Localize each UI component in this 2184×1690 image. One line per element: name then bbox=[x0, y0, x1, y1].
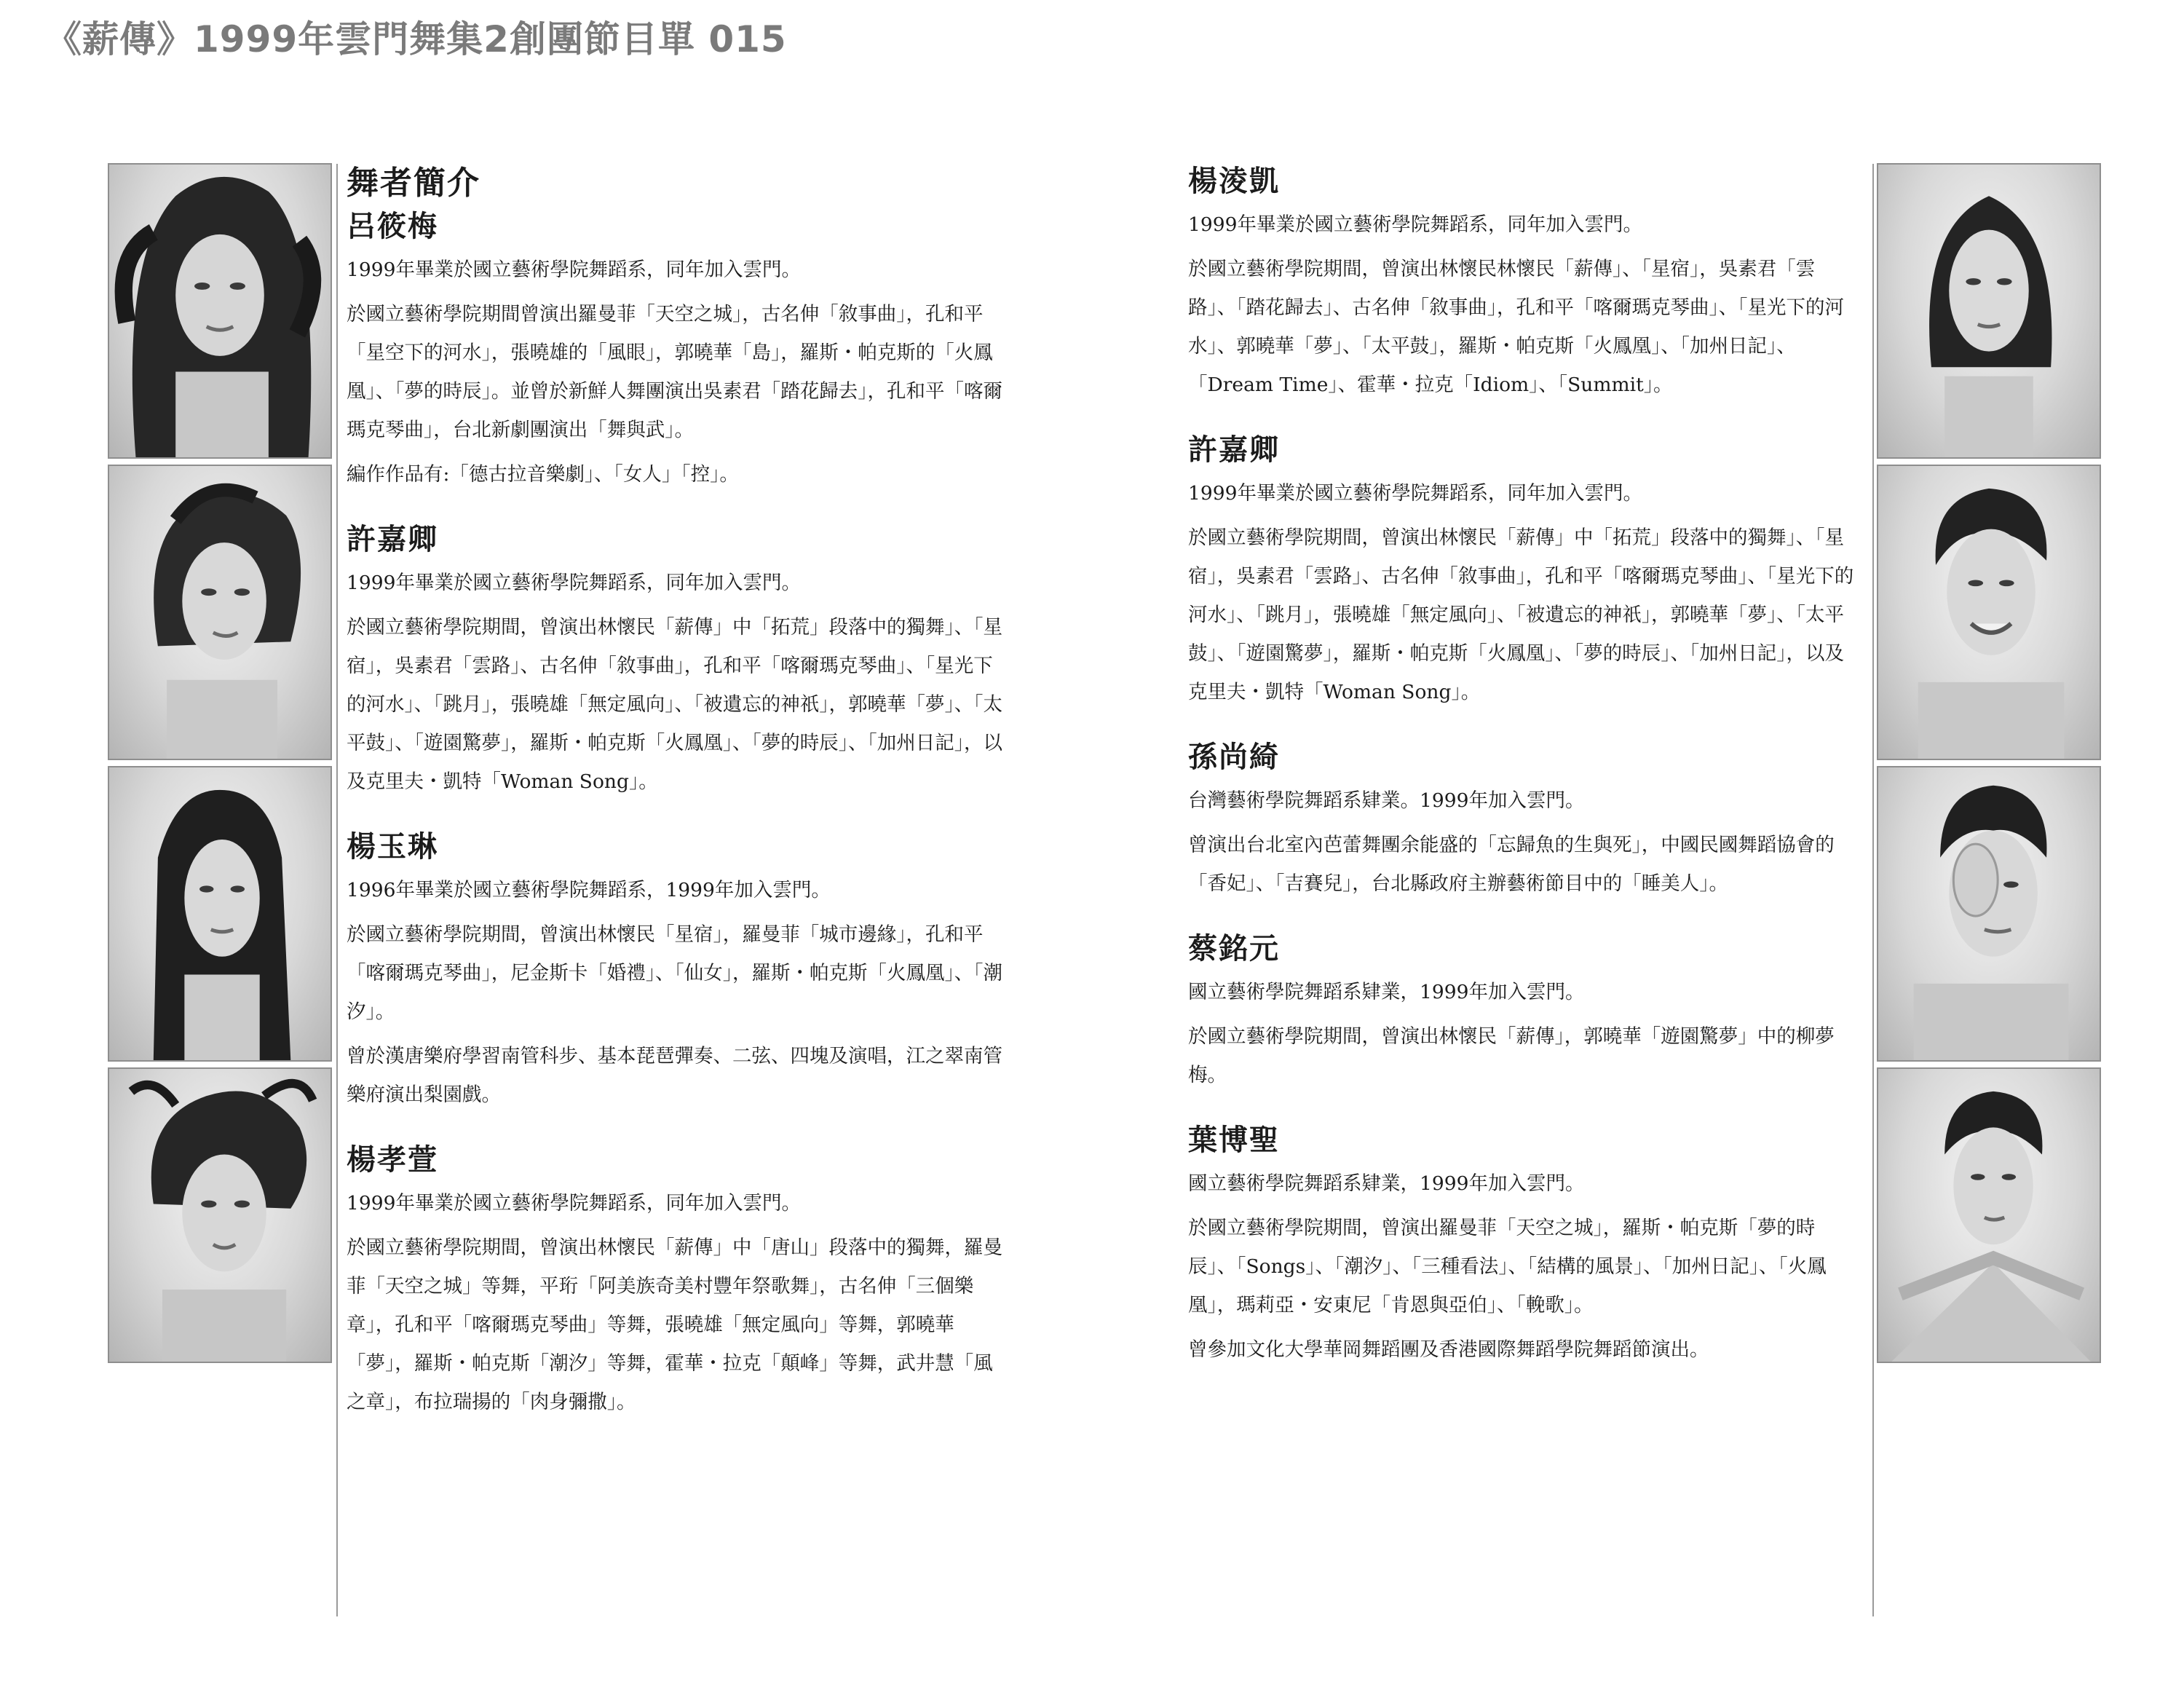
dancer-entry bbox=[1188, 738, 1861, 903]
dancer-bio-paragraph: 1999年畢業於國立藝術學院舞蹈系，同年加入雲門。 bbox=[347, 572, 801, 594]
dancer-name: 蔡銘元 bbox=[1188, 931, 1280, 966]
dancer-bio-paragraph: 曾演出台北室內芭蕾舞團余能盛的「忘歸魚的生與死」，中國民國舞蹈協會的「香妃」、「吉賽兒」，台北縣政府主辦藝術節目中的「睡美人」。 bbox=[1188, 834, 1835, 895]
dancer-portrait-photo bbox=[108, 465, 332, 760]
dancer-portrait-photo bbox=[108, 163, 332, 459]
dancer-entry bbox=[347, 207, 1010, 494]
dancer-bio-paragraph: 於國立藝術學院期間，曾演出林懷民林懷民「薪傳」、「星宿」，吳素君「雲路」、「踏花歸去」、古名伸「敘事曲」，孔和平「喀爾瑪克琴曲」、「星光下的河水」、郭曉華「夢」、「太平鼓」，羅斯・帕克斯「火鳳凰」、「加州日記」、「Dream Time」、霍華・拉克「Idiom」、「Summit」。 bbox=[1188, 258, 1844, 396]
dancer-name: 許嘉卿 bbox=[1188, 433, 1280, 467]
dancer-name: 楊玉琳 bbox=[347, 829, 438, 864]
dancer-portrait-photo bbox=[1877, 766, 2101, 1062]
dancer-bio-paragraph: 1999年畢業於國立藝術學院舞蹈系，同年加入雲門。 bbox=[1188, 213, 1642, 236]
dancer-bio-paragraph: 於國立藝術學院期間，曾演出林懷民「星宿」，羅曼菲「城市邊緣」，孔和平「喀爾瑪克琴曲」，尼金斯卡「婚禮」、「仙女」，羅斯・帕克斯「火鳳凰」、「潮汐」。 bbox=[347, 923, 1002, 1023]
dancer-name: 葉博聖 bbox=[1188, 1123, 1280, 1157]
left-column-rule bbox=[336, 164, 338, 1616]
dancer-portrait-photo bbox=[108, 766, 332, 1062]
dancer-portrait-photo bbox=[1877, 1067, 2101, 1363]
page-header: 《薪傳》1999年雲門舞集2創團節目單 015 bbox=[45, 18, 787, 60]
dancer-bio-paragraph: 於國立藝術學院期間，曾演出林懷民「薪傳」中「唐山」段落中的獨舞，羅曼菲「天空之城」等舞，平珩「阿美族奇美村豐年祭歌舞」，古名伸「三個樂章」，孔和平「喀爾瑪克琴曲」等舞，張曉雄「無定風向」等舞，郭曉華「夢」，羅斯・帕克斯「潮汐」等舞，霍華・拉克「顛峰」等舞，武井慧「風之章」，布拉瑞揚的「肉身彌撒」。 bbox=[347, 1236, 1002, 1413]
dancer-bio-paragraph: 1999年畢業於國立藝術學院舞蹈系，同年加入雲門。 bbox=[347, 1192, 801, 1215]
dancer-entry bbox=[1188, 1121, 1861, 1369]
dancer-name: 孫尚綺 bbox=[1188, 740, 1280, 774]
dancer-entry bbox=[1188, 929, 1861, 1094]
dancer-name: 呂筱梅 bbox=[347, 209, 438, 243]
dancer-entry bbox=[347, 520, 1010, 801]
dancer-name: 許嘉卿 bbox=[347, 522, 438, 556]
right-column-rule bbox=[1872, 164, 1874, 1616]
dancer-bio-paragraph: 編作作品有:「德古拉音樂劇」、「女人」「控」。 bbox=[347, 463, 739, 486]
dancer-entry bbox=[347, 827, 1010, 1114]
dancer-bio-paragraph: 1999年畢業於國立藝術學院舞蹈系，同年加入雲門。 bbox=[1188, 482, 1642, 505]
dancer-name: 楊淩凱 bbox=[1188, 164, 1280, 198]
dancer-name: 楊孝萱 bbox=[347, 1142, 438, 1177]
right-text-column bbox=[1188, 162, 1861, 1395]
dancer-bio-paragraph: 台灣藝術學院舞蹈系肄業。1999年加入雲門。 bbox=[1188, 789, 1585, 812]
dancer-bio-paragraph: 1996年畢業於國立藝術學院舞蹈系，1999年加入雲門。 bbox=[347, 879, 831, 901]
dancer-bio-paragraph: 於國立藝術學院期間，曾演出林懷民「薪傳」中「拓荒」段落中的獨舞」、「星宿」，吳素君「雲路」、古名伸「敘事曲」，孔和平「喀爾瑪克琴曲」、「星光下的河水」、「跳月」，張曉雄「無定風向」、「被遺忘的神祇」，郭曉華「夢」、「太平鼓」、「遊園驚夢」，羅斯・帕克斯「火鳳凰」、「夢的時辰」、「加州日記」，以及克里夫・凱特「Woman Song」。 bbox=[347, 616, 1002, 793]
dancer-portrait-photo bbox=[1877, 163, 2101, 459]
dancer-portrait-photo bbox=[108, 1067, 332, 1363]
dancer-bio-paragraph: 於國立藝術學院期間，曾演出林懷民「薪傳」中「拓荒」段落中的獨舞」、「星宿」，吳素君「雲路」、古名伸「敘事曲」，孔和平「喀爾瑪克琴曲」、「星光下的河水」、「跳月」，張曉雄「無定風向」、「被遺忘的神祇」，郭曉華「夢」、「太平鼓」、「遊園驚夢」，羅斯・帕克斯「火鳳凰」、「夢的時辰」、「加州日記」，以及克里夫・凱特「Woman Song」。 bbox=[1188, 526, 1854, 703]
section-title: 舞者簡介 bbox=[347, 165, 480, 202]
dancer-portrait-photo bbox=[1877, 465, 2101, 760]
dancer-entry bbox=[347, 1140, 1010, 1421]
dancer-bio-paragraph: 國立藝術學院舞蹈系肄業，1999年加入雲門。 bbox=[1188, 1172, 1585, 1195]
dancer-bio-paragraph: 於國立藝術學院期間，曾演出羅曼菲「天空之城」，羅斯・帕克斯「夢的時辰」、「Songs」、「潮汐」、「三種看法」、「結構的風景」、「加州日記」、「火鳳凰」，瑪莉亞・安東尼「肯恩與亞伯」、「輓歌」。 bbox=[1188, 1217, 1827, 1316]
dancer-bio-paragraph: 於國立藝術學院期間，曾演出林懷民「薪傳」，郭曉華「遊園驚夢」中的柳夢梅。 bbox=[1188, 1025, 1835, 1086]
dancer-bio-paragraph: 於國立藝術學院期間曾演出羅曼菲「天空之城」，古名伸「敘事曲」，孔和平「星空下的河水」，張曉雄的「風眼」，郭曉華「島」，羅斯・帕克斯的「火鳳凰」、「夢的時辰」。並曾於新鮮人舞團演出吳素君「踏花歸去」，孔和平「喀爾瑪克琴曲」，台北新劇團演出「舞與武」。 bbox=[347, 303, 1002, 441]
dancer-bio-paragraph: 國立藝術學院舞蹈系肄業，1999年加入雲門。 bbox=[1188, 981, 1585, 1003]
left-text-column bbox=[347, 162, 1010, 1448]
dancer-bio-paragraph: 曾於漢唐樂府學習南管科步、基本琵琶彈奏、二弦、四塊及演唱，江之翠南管樂府演出梨園戲。 bbox=[347, 1045, 1002, 1106]
dancer-bio-paragraph: 曾參加文化大學華岡舞蹈團及香港國際舞蹈學院舞蹈節演出。 bbox=[1188, 1338, 1709, 1361]
dancer-entry bbox=[1188, 162, 1861, 404]
dancer-entry bbox=[1188, 430, 1861, 711]
dancer-bio-paragraph: 1999年畢業於國立藝術學院舞蹈系，同年加入雲門。 bbox=[347, 258, 801, 281]
